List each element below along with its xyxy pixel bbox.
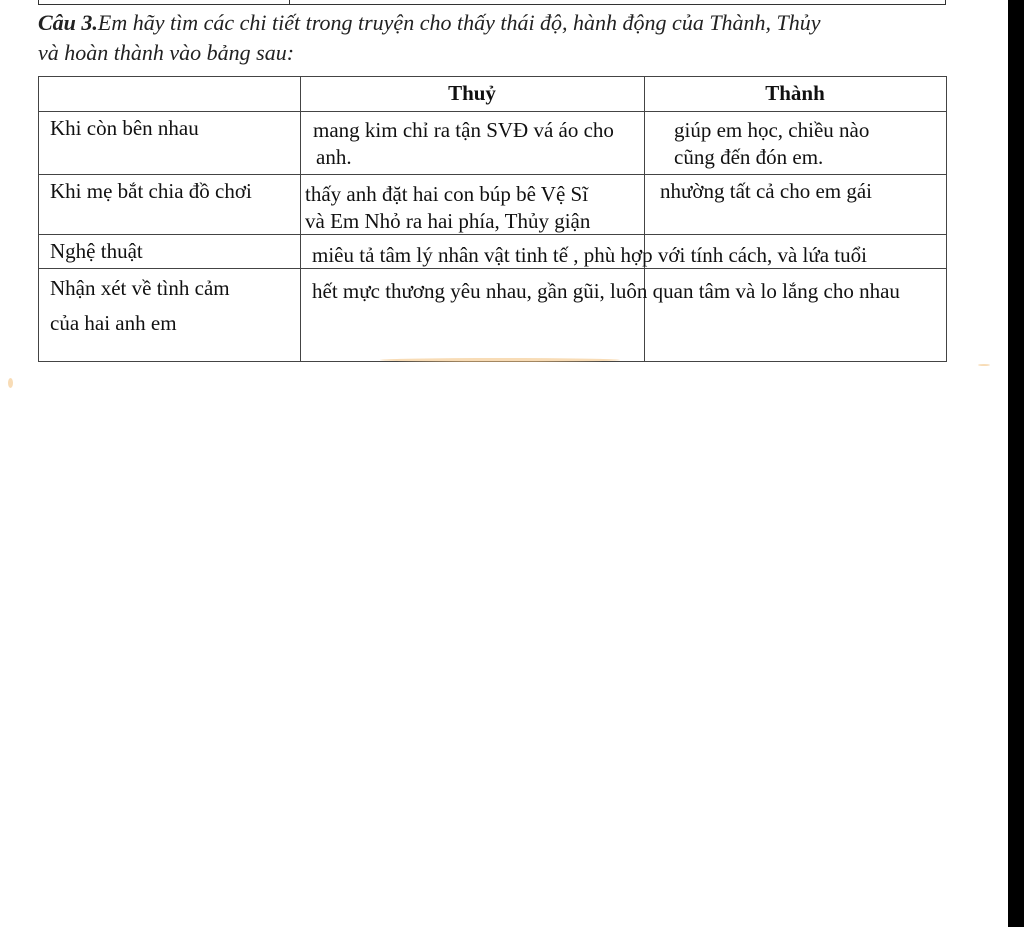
paper-smudge [8,378,13,388]
question-number: Câu 3. [38,10,98,35]
question-text [38,8,998,68]
question-line-2: và hoàn thành vào bảng sau: [38,40,295,65]
row1-thuy-line2: anh. [316,145,352,169]
header-thanh: Thành [765,81,825,105]
question-line-1 [38,8,998,38]
table-divider-col2 [644,76,645,362]
row1-label: Khi còn bên nhau [50,116,199,140]
table-divider-col1 [300,76,301,362]
table-border-top [38,76,947,77]
right-edge-dark-strip [1008,0,1024,927]
row2-thuy-line1: thấy anh đặt hai con búp bê Vệ Sĩ [305,182,589,206]
row4-label-line1: Nhận xét về tình cảm [50,276,230,300]
table-border-right [946,76,947,362]
row1-thanh-line1: giúp em học, chiều nào [674,118,870,142]
row2-label: Khi mẹ bắt chia đồ chơi [50,179,252,203]
header-thuy: Thuỷ [448,81,496,105]
row3-span: miêu tả tâm lý nhân vật tinh tế , phù hợp với tính cách, và lứa tuổi [312,243,867,267]
paper-smudge [978,364,990,366]
table-border-left [38,76,39,362]
row3-label: Nghệ thuật [50,239,143,263]
row1-thanh-line2: cũng đến đón em. [674,145,824,169]
previous-table-divider [289,0,290,5]
question-prompt: Em hãy tìm các chi tiết trong truyện cho thấy thái độ, hành động của Thành, Thủy [97,10,821,35]
row2-thanh-line1: nhường tất cả cho em gái [660,179,872,203]
table-divider-header [38,111,947,112]
paper-smudge [380,358,620,362]
previous-table-bottom-edge [38,0,946,5]
row4-span: hết mực thương yêu nhau, gần gũi, luôn quan tâm và lo lắng cho nhau [312,279,900,303]
row2-thuy-line2: và Em Nhỏ ra hai phía, Thủy giận [305,209,591,233]
table-divider-row1 [38,174,947,175]
answer-table [38,76,946,362]
row4-label-line2: của hai anh em [50,311,177,335]
row1-thuy-line1: mang kim chỉ ra tận SVĐ vá áo cho [313,118,614,142]
